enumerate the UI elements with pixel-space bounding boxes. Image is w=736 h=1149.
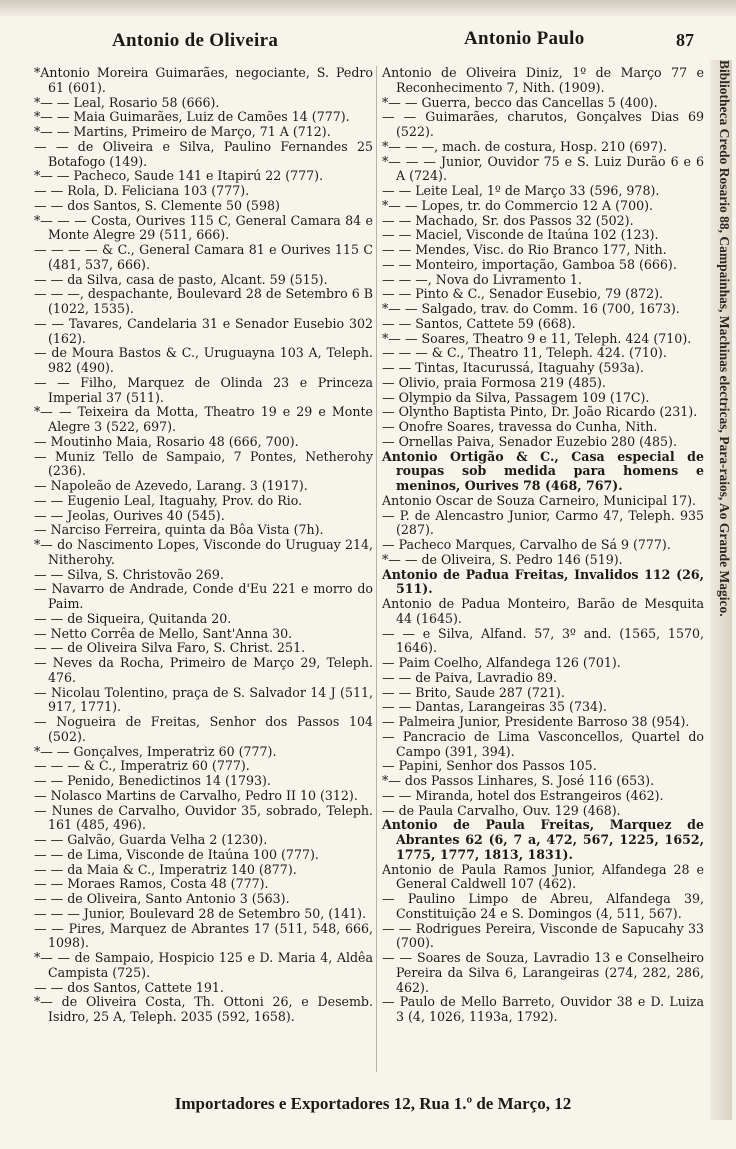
directory-entry: — Ornellas Paiva, Senador Euzebio 280 (485).: [382, 433, 677, 449]
running-head-right: Antonio Paulo: [464, 28, 585, 49]
directory-entry: — — Guimarães, charutos, Gonçalves Dias 69 (522).: [382, 109, 704, 139]
directory-entry: — — de Oliveira Silva Faro, S. Christ. 251.: [34, 640, 306, 656]
directory-entry: — Papini, Senhor dos Passos 105.: [382, 758, 597, 774]
directory-entry: — — Dantas, Larangeiras 35 (734).: [382, 699, 607, 715]
directory-entry: *— do Nascimento Lopes, Visconde do Uruguay 214, Nitherohy.: [34, 537, 373, 567]
directory-entry: — — Eugenio Leal, Itaguahy, Prov. do Rio.: [34, 492, 303, 508]
right-column: [382, 66, 704, 1076]
directory-entry: Antonio de Oliveira Diniz, 1º de Março 77 e Reconhecimento 7, Nith. (1909).: [382, 66, 704, 95]
directory-entry: — — Pires, Marquez de Abrantes 17 (511, 548, 666, 1098).: [34, 920, 373, 951]
directory-entry: — Neves da Rocha, Primeiro de Março 29, Teleph. 476.: [34, 655, 373, 685]
directory-entry: *— — Lopes, tr. do Commercio 12 A (700).: [382, 197, 654, 213]
directory-entry: — Nolasco Martins de Carvalho, Pedro II 10 (312).: [34, 787, 358, 803]
left-column: [34, 66, 373, 1076]
directory-entry: — — —, despachante, Boulevard 28 de Setembro 6 B (1022, 1535).: [34, 286, 373, 316]
directory-entry: — Napoleão de Azevedo, Larang. 3 (1917).: [34, 478, 308, 493]
directory-entry: — Moutinho Maia, Rosario 48 (666, 700).: [34, 433, 299, 449]
directory-entry: *— — Soares, Theatro 9 e 11, Teleph. 424 (710).: [382, 330, 692, 346]
directory-entry: *— — Teixeira da Motta, Theatro 19 e 29 e Monte Alegre 3 (522, 697).: [34, 404, 373, 434]
directory-entry: — — Maciel, Visconde de Itaúna 102 (123).: [382, 227, 659, 243]
directory-entry: — — Moraes Ramos, Costa 48 (777).: [34, 876, 269, 892]
directory-entry: — — de Lima, Visconde de Itaúna 100 (777).: [34, 846, 319, 862]
directory-entry: — — da Silva, casa de pasto, Alcant. 59 (515).: [34, 271, 328, 287]
directory-entry: — de Moura Bastos & C., Uruguayna 103 A, Teleph. 982 (490).: [34, 345, 373, 375]
directory-entry: Antonio de Paula Ramos Junior, Alfandega 28 e General Caldwell 107 (462).: [382, 861, 704, 892]
directory-entry: — — de Oliveira e Silva, Paulino Fernandes 25 Botafogo (149).: [34, 138, 373, 169]
side-advertisement-text: Bibliotheca Credo Rosario 88, Campainhas, Machinas electricas, Para-raios, Ao Grande Magico.: [717, 60, 732, 617]
running-head-left: Antonio de Oliveira: [112, 30, 279, 51]
directory-entry: — Olivio, praia Formosa 219 (485).: [382, 374, 606, 390]
directory-entry: — — — Junior, Boulevard 28 de Setembro 50, (141).: [34, 905, 367, 921]
directory-entry: — Muniz Tello de Sampaio, 7 Pontes, Netherohy (236).: [34, 448, 373, 479]
directory-entry: — — — & C., Imperatriz 60 (777).: [34, 758, 250, 774]
directory-entry: *— — — Junior, Ouvidor 75 e S. Luiz Durão 6 e 6 A (724).: [382, 153, 704, 184]
directory-entry: — — Santos, Cattete 59 (668).: [382, 315, 576, 331]
directory-entry: — P. de Alencastro Junior, Carmo 47, Teleph. 935 (287).: [382, 507, 704, 538]
directory-entry: — — de Oliveira, Santo Antonio 3 (563).: [34, 891, 290, 906]
side-advertisement: [710, 60, 732, 1120]
directory-entry: *— — Salgado, trav. do Comm. 16 (700, 1673).: [382, 301, 680, 316]
directory-entry: *— — Martins, Primeiro de Março, 71 A (712).: [34, 124, 331, 139]
directory-entry: *— — de Oliveira, S. Pedro 146 (519).: [382, 551, 623, 567]
directory-entry: — — Jeolas, Ourives 40 (545).: [34, 507, 225, 523]
top-edge: [0, 0, 736, 16]
directory-entry: *— — —, mach. de costura, Hosp. 210 (697).: [382, 138, 668, 154]
directory-entry: *— — Maia Guimarães, Luiz de Camões 14 (777).: [34, 109, 350, 125]
directory-entry: — — da Maia & C., Imperatriz 140 (877).: [34, 861, 297, 877]
directory-entry: — Nicolau Tolentino, praça de S. Salvador 14 J (511, 917, 1771).: [34, 684, 373, 715]
directory-entry: — — dos Santos, Cattete 191.: [34, 979, 224, 995]
directory-entry: — — Penido, Benedictinos 14 (1793).: [34, 773, 271, 788]
directory-entry: — Paulino Limpo de Abreu, Alfandega 39, Constituição 24 e S. Domingos (4, 511, 567).: [382, 891, 704, 921]
directory-entry: — — Machado, Sr. dos Passos 32 (502).: [382, 212, 634, 228]
directory-entry: — Nogueira de Freitas, Senhor dos Passos 104 (502).: [34, 714, 373, 744]
directory-entry: Antonio de Paula Freitas, Marquez de Abrantes 62 (6, 7 a, 472, 567, 1225, 1652, 1775, 1777, 1813, 1831).: [382, 817, 704, 862]
directory-entry: — — Soares de Souza, Lavradio 13 e Conselheiro Pereira da Silva 6, Larangeiras (274, 282, 286, 462).: [382, 950, 704, 995]
column-divider: [376, 66, 377, 1072]
directory-entry: — — Brito, Saude 287 (721).: [382, 684, 565, 700]
directory-entry: Antonio de Padua Freitas, Invalidos 112 (26, 511).: [382, 566, 704, 597]
directory-entry: — — Miranda, hotel dos Estrangeiros (462).: [382, 787, 664, 803]
directory-entry: — Palmeira Junior, Presidente Barroso 38 (954).: [382, 714, 690, 729]
directory-entry: — — — & C., Theatro 11, Teleph. 424. (710).: [382, 345, 667, 361]
directory-entry: *— dos Passos Linhares, S. José 116 (653).: [382, 773, 655, 788]
directory-entry: — — e Silva, Alfand. 57, 3º and. (1565, 1570, 1646).: [382, 625, 704, 656]
directory-entry: — Paim Coelho, Alfandega 126 (701).: [382, 655, 621, 670]
directory-entry: — Netto Corrêa de Mello, Sant'Anna 30.: [34, 625, 293, 641]
directory-entry: — — Leite Leal, 1º de Março 33 (596, 978).: [382, 183, 660, 198]
directory-entry: — — — — & C., General Camara 81 e Ourives 115 C (481, 537, 666).: [34, 242, 373, 272]
page-number: 87: [676, 30, 694, 50]
directory-entry: *— — Gonçalves, Imperatriz 60 (777).: [34, 743, 277, 759]
footer-text: Importadores e Exportadores 12, Rua 1.º de Março, 12: [174, 1094, 572, 1113]
directory-entry: — — Mendes, Visc. do Rio Branco 177, Nith.: [382, 242, 667, 257]
directory-entry: — — Galvão, Guarda Velha 2 (1230).: [34, 832, 268, 847]
directory-entry: — — de Paiva, Lavradio 89.: [382, 669, 558, 685]
page-header: [0, 26, 736, 56]
directory-entry: — — Filho, Marquez de Olinda 23 e Princeza Imperial 37 (511).: [34, 374, 373, 405]
directory-entry: *— — Pacheco, Saude 141 e Itapirú 22 (777).: [34, 168, 324, 184]
directory-entry: *— — — Costa, Ourives 115 C, General Camara 84 e Monte Alegre 29 (511, 666).: [34, 212, 373, 243]
directory-entry: — — Tavares, Candelaria 31 e Senador Eusebio 302 (162).: [34, 315, 373, 346]
directory-entry: — de Paula Carvalho, Ouv. 129 (468).: [382, 802, 621, 818]
directory-entry: *Antonio Moreira Guimarães, negociante, S. Pedro 61 (601).: [34, 66, 373, 95]
directory-entry: — Pacheco Marques, Carvalho de Sá 9 (777).: [382, 537, 671, 552]
directory-entry: Antonio Oscar de Souza Carneiro, Municipal 17).: [382, 492, 697, 508]
directory-entry: Antonio Ortigão & C., Casa especial de roupas sob medida para homens e meninos, Ourives 78 (468, 767).: [382, 448, 704, 493]
directory-entry: *— — Guerra, becco das Cancellas 5 (400).: [382, 94, 658, 110]
directory-entry: — — —, Nova do Livramento 1.: [382, 271, 582, 287]
directory-entry: — — Tintas, Itacurussá, Itaguahy (593a).: [382, 360, 644, 375]
directory-entry: — Nunes de Carvalho, Ouvidor 35, sobrado, Teleph. 161 (485, 496).: [34, 802, 373, 833]
directory-entry: — Olympio da Silva, Passagem 109 (17C).: [382, 389, 650, 405]
directory-entry: *— — de Sampaio, Hospicio 125 e D. Maria 4, Aldêa Campista (725).: [34, 950, 373, 980]
directory-entry: — — Pinto & C., Senador Eusebio, 79 (872).: [382, 286, 664, 302]
directory-entry: — — de Siqueira, Quitanda 20.: [34, 610, 232, 626]
directory-entry: — Navarro de Andrade, Conde d'Eu 221 e morro do Paim.: [34, 581, 373, 611]
directory-entry: — — Rodrigues Pereira, Visconde de Sapucahy 33 (700).: [382, 920, 704, 951]
directory-entry: — Onofre Soares, travessa do Cunha, Nith.: [382, 419, 658, 434]
directory-entry: *— — Leal, Rosario 58 (666).: [34, 94, 220, 110]
directory-entry: Antonio de Padua Monteiro, Barão de Mesquita 44 (1645).: [382, 596, 704, 626]
directory-entry: — Paulo de Mello Barreto, Ouvidor 38 e D. Luiza 3 (4, 1026, 1193a, 1792).: [382, 994, 704, 1024]
directory-entry: — — Silva, S. Christovão 269.: [34, 566, 224, 582]
directory-entry: *— de Oliveira Costa, Th. Ottoni 26, e Desemb. Isidro, 25 A, Teleph. 2035 (592, 1658).: [34, 994, 373, 1024]
directory-entry: — Pancracio de Lima Vasconcellos, Quartel do Campo (391, 394).: [382, 728, 704, 759]
directory-entry: — — dos Santos, S. Clemente 50 (598): [34, 197, 280, 213]
directory-entry: — — Monteiro, importação, Gamboa 58 (666).: [382, 256, 677, 272]
directory-entry: — Narciso Ferreira, quinta da Bôa Vista (7h).: [34, 522, 324, 538]
directory-entry: — — Rola, D. Feliciana 103 (777).: [34, 183, 250, 198]
directory-entry: — Olyntho Baptista Pinto, Dr. João Ricardo (231).: [382, 404, 698, 420]
footer-advertisement: [0, 1094, 736, 1114]
